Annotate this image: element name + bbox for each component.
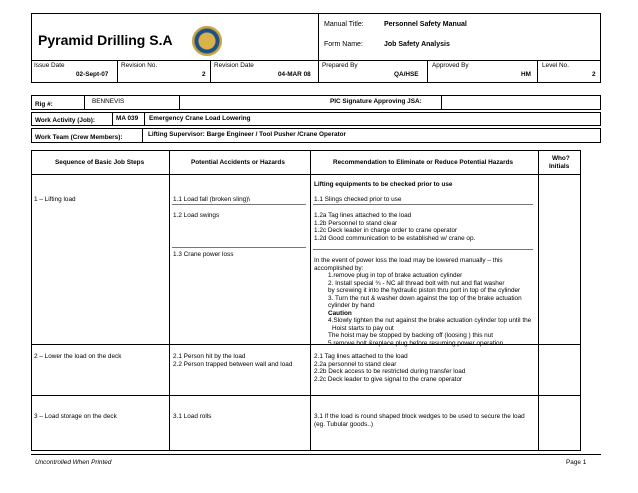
rec-line: The hoist may be stopped by backing off (loosing ) this nut — [328, 332, 494, 339]
rec-line: 1.2a Tag lines attached to the load — [314, 212, 412, 219]
approved-by-label: Approved By — [432, 62, 469, 69]
table-row-3-recs — [314, 413, 525, 428]
rec-line: cylinder by hand — [328, 302, 375, 309]
rec-line: Hoist starts to pay out — [332, 324, 394, 332]
form-name-label: Form Name: — [324, 41, 363, 48]
approved-by: HM — [521, 71, 531, 78]
table-row-1-hazard-a: 1.1 Load fall (broken sling)\ — [173, 196, 251, 203]
rec-line: 1.remove plug in top of brake actuation cylinder — [328, 272, 463, 279]
table-row-1-rec-b — [314, 212, 475, 242]
table-row-2-hazards — [173, 353, 292, 368]
table-row-3-hazards — [173, 413, 211, 421]
rec-line: 4.Slowly tighten the nut against the brake actuation cylinder top until the — [328, 317, 532, 324]
table-row-1-step: 1 – Lifting load — [34, 196, 76, 203]
table-row-1-rec-c — [314, 257, 531, 347]
rec-line: 5.remove bolt &replace plug before resuming power operation — [328, 339, 504, 347]
revision-date: 04-MAR 08 — [278, 71, 311, 78]
company-logo — [192, 26, 222, 56]
company-name: Pyramid Drilling S.A — [38, 32, 173, 48]
header-who: Who? — [552, 155, 570, 162]
table-row-2-step: 2 – Lower the load on the deck — [34, 353, 122, 360]
rec-line: by screwing it into the hydraulic piston thru port in top of the cylinder — [328, 287, 521, 294]
work-activity-label: Work Activity (Job): — [35, 117, 96, 124]
rec-line: 1.2d Good communication to be established w/ crane op. — [314, 234, 476, 242]
rig-label: Rig #: — [35, 101, 53, 108]
prepared-by-label: Prepared By — [322, 62, 358, 69]
header-hazards: Potential Accidents or Hazards — [191, 159, 285, 166]
level-no: 2 — [592, 71, 596, 78]
rec-line: 2.2b Deck access to be restricted during transfer load — [314, 368, 466, 375]
work-team-value: Lifting Supervisor: Barge Engineer / Tool Pusher /Crane Operator — [148, 131, 347, 138]
table-row-2-recs — [314, 353, 465, 383]
table-row-3-step: 3 – Load storage on the deck — [34, 413, 117, 420]
manual-title-label: Manual Title: — [324, 21, 364, 28]
pic-signature-label: PIC Signature Approving JSA: — [330, 98, 422, 105]
rec-line: 3. Turn the nut & washer down against the top of the brake actuation — [328, 294, 522, 302]
rec-line: 2.1 Tag lines attached to the load — [314, 353, 408, 360]
rec-line: 3.1 If the load is round shaped block wedges to be used to secure the load — [314, 413, 525, 420]
hazard-line: 2.2 Person trapped between wall and load — [173, 360, 293, 368]
form-name: Job Safety Analysis — [384, 41, 450, 48]
header-initials: Initials — [549, 163, 570, 170]
header-recommendation: Recommendation to Eliminate or Reduce Potential Hazards — [333, 159, 514, 166]
rec-line: 1.2c Deck leader in charge order to crane operator — [314, 227, 458, 234]
level-no-label: Level No. — [542, 62, 569, 69]
work-team-label: Work Team (Crew Members): — [35, 134, 123, 141]
rec-line: accomplished by: — [314, 264, 364, 272]
footer-page-number: Page 1 — [566, 459, 587, 466]
rig-value: BENNEVIS — [92, 98, 125, 105]
table-row-1-rec-a: 1.1 Slings checked prior to use — [314, 196, 402, 203]
rec-line: 2. Install special ¾ - NC all thread bolt with nut and flat washer — [328, 279, 505, 287]
issue-date-label: Issue Date — [34, 62, 65, 69]
caution-label: Caution — [328, 309, 352, 317]
rec-line: 2.2c Deck leader to give signal to the crane operator — [314, 375, 463, 383]
table-row-1-hazard-b: 1.2 Load swings — [173, 212, 220, 219]
rec-line: In the event of power loss the load may be lowered manually – this — [314, 257, 503, 264]
rec-line: (eg. Tubular goods..) — [314, 420, 373, 428]
issue-date: 02-Sept-07 — [76, 71, 109, 78]
table-row-1-pre-note: Lifting equipments to be checked prior to use — [314, 181, 453, 188]
rec-line: 1.2b Personnel to stand clear — [314, 219, 398, 227]
work-activity-value: Emergency Crane Load Lowering — [149, 115, 251, 122]
revision-no-label: Revision No. — [121, 62, 158, 69]
table-row-1-hazard-c: 1.3 Crane power loss — [173, 251, 234, 258]
hazard-line: 3.1 Load rolls — [173, 413, 212, 420]
work-activity-code: MA 039 — [116, 115, 139, 122]
header-steps: Sequence of Basic Job Steps — [55, 159, 145, 166]
revision-date-label: Revision Date — [214, 62, 254, 69]
manual-title: Personnel Safety Manual — [384, 21, 467, 28]
revision-no: 2 — [202, 71, 206, 78]
rec-line: 2.2a personnel to stand clear — [314, 360, 397, 368]
footer-uncontrolled: Uncontrolled When Printed — [35, 459, 112, 466]
prepared-by: QA/HSE — [394, 71, 419, 78]
hazard-line: 2.1 Person hit by the load — [173, 353, 246, 360]
